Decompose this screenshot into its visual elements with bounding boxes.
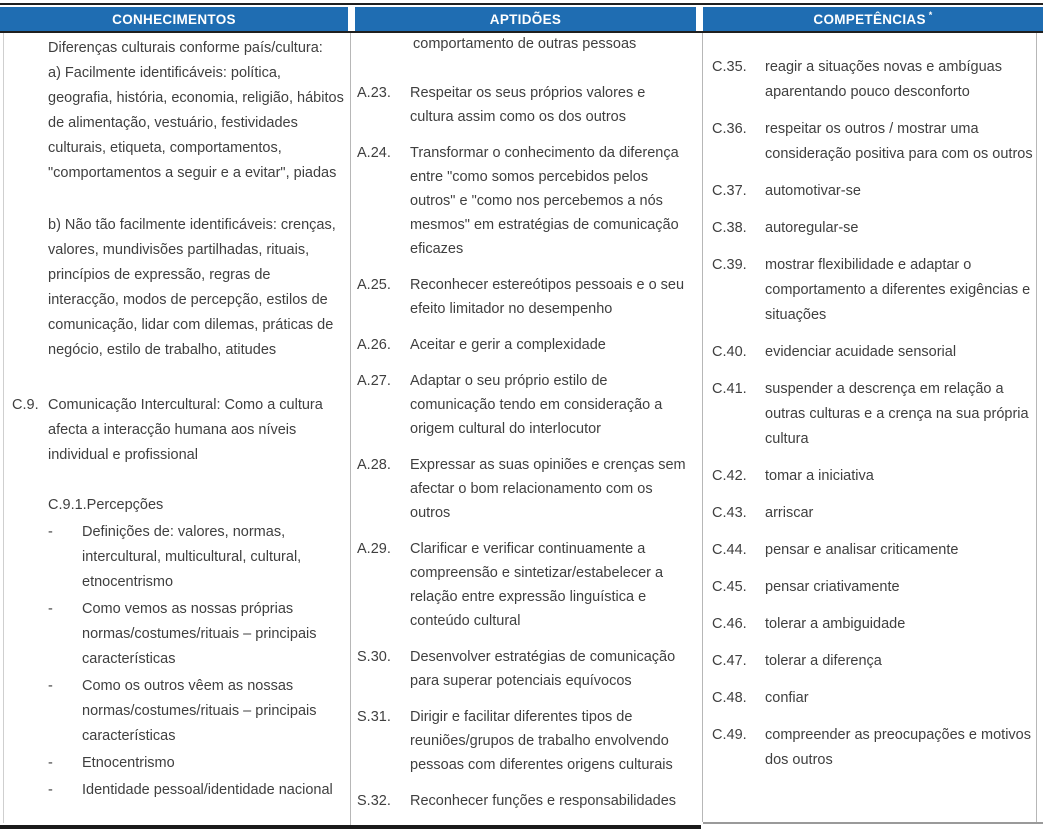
column-divider-1 [350,33,351,825]
skill-item [357,453,691,525]
table-left-border [3,33,4,823]
competence-item [712,649,1038,674]
conhecimentos-column [12,36,346,803]
item-text: arriscar [765,505,814,521]
item-text: autoregular-se [765,220,859,236]
item-code: A.23. [357,85,391,101]
continuation-text: comportamento de outras pessoas [413,36,637,52]
item-text: Expressar as suas opiniões e crenças sem afectar o bom relacionamento com os outros [410,457,686,521]
item-text: compreender as preocupações e motivos dos outros [765,727,1031,768]
column-header-label: APTIDÕES [489,11,562,27]
column-header-label: CONHECIMENTOS [112,11,236,27]
item-text: reagir a situações novas e ambíguas aparentando pouco desconforto [765,59,1002,100]
competence-item [712,538,1038,563]
footnote-asterisk: * [928,10,933,20]
item-code: C.49. [712,727,747,743]
item-code: A.24. [357,145,391,161]
item-text: mostrar flexibilidade e adaptar o comportamento a diferentes exigências e situações [765,257,1031,323]
paragraph-b: b) Não tão facilmente identificáveis: crenças, valores, mundivisões partilhadas, rituais, princípios de expressão, regras de interacção, modos de percepção, estilos de comunicação, lidar com dilemas, práticas de negócio, estilo de trabalho, atitudes [48,217,336,358]
item-text: Reconhecer funções e responsabilidades [410,793,677,809]
list-item [48,674,346,749]
item-code: C.46. [712,616,747,632]
bullet-text: Etnocentrismo [82,755,175,771]
column-header-label: COMPETÊNCIAS [813,11,926,27]
skill-item [357,645,691,693]
competence-item [712,179,1038,204]
item-code: C.36. [712,121,747,137]
column-divider-2 [702,33,703,822]
item-code: C.38. [712,220,747,236]
list-item [48,751,346,776]
item-text: Respeitar os seus próprios valores e cultura assim como os dos outros [410,85,646,125]
column-header-conhecimentos [0,7,348,31]
table-bottom-border-left [0,825,701,829]
competence-item [712,253,1038,328]
item-text: pensar criativamente [765,579,900,595]
item-code: S.32. [357,793,391,809]
item-code: C.35. [712,59,747,75]
item-code: C.47. [712,653,747,669]
item-code: A.26. [357,337,391,353]
competence-item [712,464,1038,489]
item-code: C.48. [712,690,747,706]
skill-item [357,789,691,813]
item-code: C.44. [712,542,747,558]
skill-item [357,141,691,261]
table-bottom-border-right [703,822,1043,824]
item-text: tolerar a ambiguidade [765,616,906,632]
item-code: C.40. [712,344,747,360]
item-text: Clarificar e verificar continuamente a compreensão e sintetizar/estabelecer a relação entre expressão linguística e conteúdo cultural [410,541,664,629]
competence-item [712,686,1038,711]
item-text: suspender a descrença em relação a outras culturas e a crença na sua própria cultura [765,381,1029,447]
paragraph-intro: Diferenças culturais conforme país/cultura: [48,40,323,56]
bullet-list [48,520,346,803]
paragraph-a: a) Facilmente identificáveis: política, geografia, história, economia, religião, hábitos de alimentação, vestuário, festividades culturais, etiqueta, comportamentos, "comportamentos a seguir e a evitar", piadas [48,65,344,181]
skill-item [357,273,691,321]
competence-item [712,216,1038,241]
bullet-text: Identidade pessoal/identidade nacional [82,782,333,798]
competencias-column [712,55,1038,785]
bullet-marker: - [48,524,53,540]
skill-item [357,333,691,357]
item-text: automotivar-se [765,183,861,199]
list-item [48,778,346,803]
competence-item [712,723,1038,773]
bullet-marker: - [48,678,53,694]
item-code: A.27. [357,373,391,389]
item-text: Comunicação Intercultural: Como a cultura afecta a interacção humana aos níveis individual e profissional [48,397,323,463]
list-item [48,597,346,672]
bullet-marker: - [48,755,53,771]
skill-item [357,537,691,633]
bullet-text: Definições de: valores, normas, intercultural, multicultural, cultural, etnocentrismo [82,524,302,590]
list-item [48,520,346,595]
bullet-text: Como os outros vêem as nossas normas/costumes/rituais – principais características [82,678,317,744]
competence-item [712,117,1038,167]
competence-item [712,501,1038,526]
column-header-competencias [703,7,1043,31]
competence-item [712,612,1038,637]
knowledge-item [12,393,346,468]
table-top-border [0,3,1043,5]
item-text: respeitar os outros / mostrar uma consideração positiva para com os outros [765,121,1033,162]
item-code: C.42. [712,468,747,484]
item-text: Desenvolver estratégias de comunicação para superar potenciais equívocos [410,649,676,689]
item-code: C.39. [712,257,747,273]
skill-item [357,705,691,777]
competence-item [712,55,1038,105]
item-code: C.9. [12,397,39,413]
bullet-marker: - [48,782,53,798]
item-text: Adaptar o seu próprio estilo de comunicação tendo em consideração a origem cultural do interlocutor [410,373,663,437]
column-header-aptidoes [355,7,696,31]
item-code: S.31. [357,709,391,725]
item-code: C.43. [712,505,747,521]
aptidoes-column [357,32,691,813]
item-text: Transformar o conhecimento da diferença entre "como somos percebidos pelos outros" e "como nos percebemos a nós mesmos" em estratégias de comunicação eficazes [410,145,679,257]
skill-item [357,369,691,441]
item-text: Reconhecer estereótipos pessoais e o seu efeito limitador no desempenho [410,277,685,317]
competence-item [712,340,1038,365]
item-text: Dirigir e facilitar diferentes tipos de reuniões/grupos de trabalho envolvendo pessoas com diferentes origens culturais [410,709,673,773]
bullet-text: Como vemos as nossas próprias normas/costumes/rituais – principais características [82,601,317,667]
item-code: A.25. [357,277,391,293]
competence-item [712,575,1038,600]
item-text: Aceitar e gerir a complexidade [410,337,606,353]
item-text: tolerar a diferença [765,653,882,669]
item-code: S.30. [357,649,391,665]
skill-item [357,81,691,129]
item-text: evidenciar acuidade sensorial [765,344,957,360]
item-code: C.41. [712,381,747,397]
competence-item [712,377,1038,452]
subsection-title: C.9.1.Percepções [48,497,164,513]
item-text: confiar [765,690,809,706]
item-code: C.37. [712,183,747,199]
item-code: A.28. [357,457,391,473]
item-code: A.29. [357,541,391,557]
item-text: pensar e analisar criticamente [765,542,959,558]
item-code: C.45. [712,579,747,595]
item-text: tomar a iniciativa [765,468,874,484]
bullet-marker: - [48,601,53,617]
